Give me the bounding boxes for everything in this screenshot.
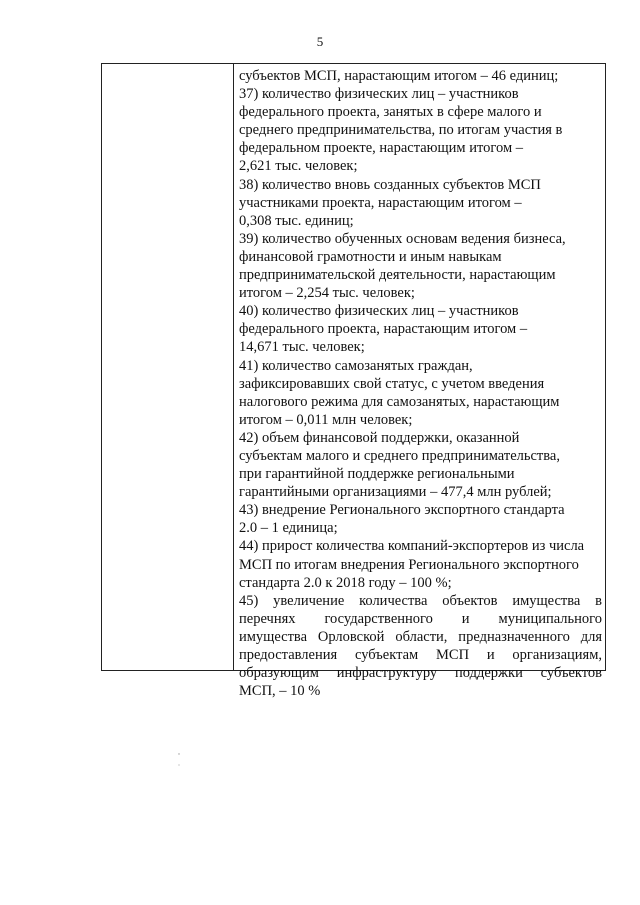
text-line: 0,308 тыс. единиц; <box>239 212 354 229</box>
text-line: при гарантийной поддержке региональными <box>239 466 515 483</box>
table-left-cell <box>102 64 233 670</box>
text-line: 2,621 тыс. человек; <box>239 158 358 175</box>
text-line: участниками проекта, нарастающим итогом – <box>239 194 522 211</box>
text-line: 2.0 – 1 единица; <box>239 520 338 537</box>
text-line: финансовой грамотности и иным навыкам <box>239 248 502 265</box>
text-line: образующим инфраструктуру поддержки субъектов <box>239 665 602 682</box>
text-line: 14,671 тыс. человек; <box>239 339 365 356</box>
text-line: 41) количество самозанятых граждан, <box>239 357 473 374</box>
table-right-cell <box>239 67 602 700</box>
text-line: имущества Орловской области, предназначенного для <box>239 628 602 645</box>
text-line: 37) количество физических лиц – участников <box>239 86 519 103</box>
text-line: предпринимательской деятельности, нарастающим <box>239 267 556 284</box>
text-line: зафиксировавших свой статус, с учетом введения <box>239 375 545 392</box>
text-line: итогом – 0,011 млн человек; <box>239 411 413 428</box>
text-line: перечнях государственного и муниципального <box>239 610 602 627</box>
text-line: федеральном проекте, нарастающим итогом – <box>239 140 523 157</box>
text-line: итогом – 2,254 тыс. человек; <box>239 285 415 302</box>
column-divider <box>233 64 234 670</box>
text-line: среднего предпринимательства, по итогам участия в <box>239 122 563 139</box>
text-line: 43) внедрение Регионального экспортного стандарта <box>239 502 565 519</box>
text-line: субъектов МСП, нарастающим итогом – 46 единиц; <box>239 68 559 84</box>
text-line: МСП, – 10 % <box>239 683 321 700</box>
text-line: налогового режима для самозанятых, нарастающим <box>239 393 560 410</box>
content-table <box>101 63 606 700</box>
text-line: 44) прирост количества компаний-экспортеров из числа <box>239 538 585 555</box>
text-line: предоставления субъектам МСП и организациям, <box>239 647 602 663</box>
text-line: субъектам малого и среднего предпринимательства, <box>239 447 560 464</box>
text-line: 42) объем финансовой поддержки, оказанной <box>239 429 520 446</box>
text-line: 45) увеличение количества объектов имущества в <box>239 592 602 609</box>
text-line: федерального проекта, занятых в сфере малого и <box>239 104 542 121</box>
text-line: 38) количество вновь созданных субъектов МСП <box>239 176 541 193</box>
scan-speck <box>178 764 179 765</box>
scan-speck <box>178 753 179 754</box>
text-line: гарантийными организациями – 477,4 млн рублей; <box>239 484 552 501</box>
text-line: 39) количество обученных основам ведения бизнеса, <box>239 230 566 247</box>
text-line: федерального проекта, нарастающим итогом – <box>239 321 528 338</box>
text-line: стандарта 2.0 к 2018 году – 100 %; <box>239 574 452 591</box>
text-line: МСП по итогам внедрения Регионального экспортного <box>239 556 579 573</box>
page-number: 5 <box>316 34 324 49</box>
text-line: 40) количество физических лиц – участников <box>239 303 519 320</box>
